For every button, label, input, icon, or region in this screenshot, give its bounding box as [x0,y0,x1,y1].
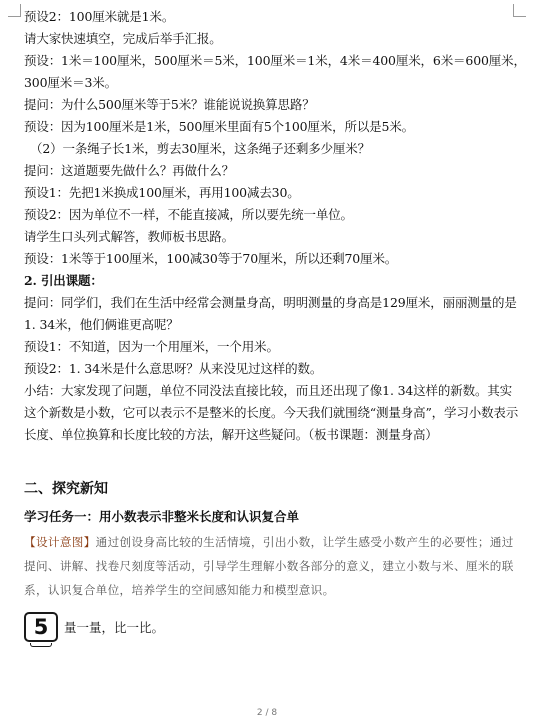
text-line: 预设2：1. 34米是什么意思呀？从来没见过这样的数。 [24,361,323,376]
badge-number: 5 [33,615,49,639]
section-title: 二、探究新知 [24,481,108,497]
activity-title: 量一量，比一比。 [64,620,165,635]
activity-heading [24,612,520,642]
document-page [24,6,526,642]
number-book-icon [24,612,58,642]
design-intent-paragraph [24,530,520,602]
text-line: 预设2：因为单位不一样，不能直接减，所以要先统一单位。 [24,207,353,222]
text-line: 预设：1米等于100厘米，100减30等于70厘米，所以还剩70厘米。 [24,251,398,266]
text-line: 预设：因为100厘米是1米，500厘米里面有5个100厘米，所以是5米。 [24,119,415,134]
summary-paragraph: 小结：大家发现了问题，单位不同没法直接比较，而且还出现了像1. 34这样的新数。其实这个新数是小数，它可以表示不是整米的长度。今天我们就围绕“测量身高”，学习小数表示长度、单位换算和长度比较的方法，解开这些疑问。（板书课题：测量身高） [24,383,519,442]
text-line: 提问：为什么500厘米等于5米？谁能说说换算思路？ [24,97,315,112]
text-line: 预设：1米＝100厘米，500厘米＝5米，100厘米＝1米，4米＝400厘米，6米＝600厘米， [24,53,526,68]
text-line: 1. 34米，他们俩谁更高呢？ [24,317,179,332]
text-line: 预设1：先把1米换成100厘米，再用100减去30。 [24,185,300,200]
subheading: 2. 引出课题： [24,273,103,288]
text-line: 预设1：不知道，因为一个用厘米，一个用米。 [24,339,279,354]
text-line: 300厘米＝3米。 [24,75,117,90]
design-intent-label: 【设计意图】 [24,535,96,549]
text-line: （2）一条绳子长1米，剪去30厘米，这条绳子还剩多少厘米？ [30,141,370,156]
task-title: 学习任务一：用小数表示非整米长度和认识复合单 [24,509,300,524]
design-intent-text: 通过创设身高比较的生活情境，引出小数，让学生感受小数产生的必要性；通过提问、讲解、找卷尺刻度等活动，引导学生理解小数各部分的意义，建立小数与米、厘米的联系，认识复合单位，培养学生的空间感知能力和模型意识。 [24,535,514,597]
page-corner-mark-left [8,4,21,17]
text-line: 提问：同学们，我们在生活中经常会测量身高，明明测量的身高是129厘米，丽丽测量的是 [24,295,517,310]
page-number: 2 / 8 [256,708,278,718]
text-line: 提问：这道题要先做什么？再做什么？ [24,163,234,178]
text-line: 预设2：100厘米就是1米。 [24,9,175,24]
text-line: 请学生口头列式解答，教师板书思路。 [24,229,234,244]
text-line: 请大家快速填空，完成后举手汇报。 [24,31,222,46]
